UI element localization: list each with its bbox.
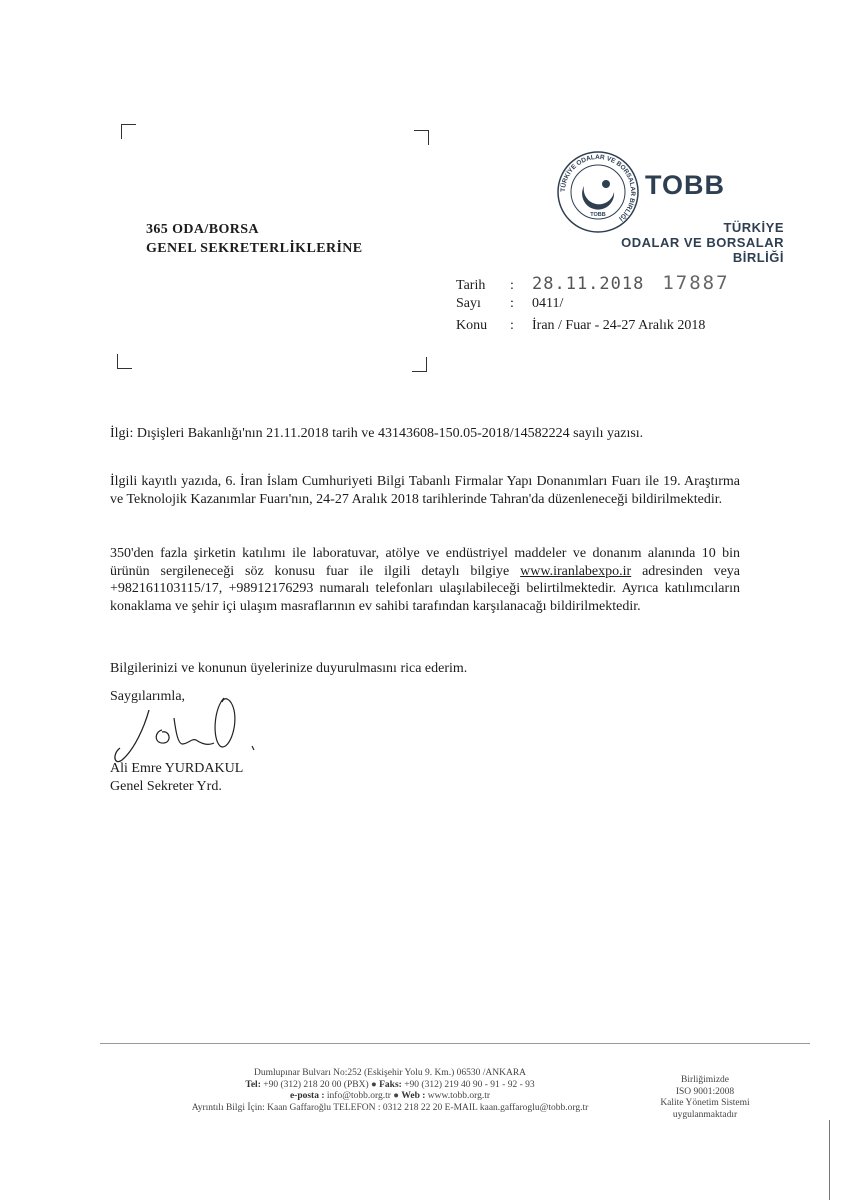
iso-certification-note: Birliğimizde ISO 9001:2008 Kalite Yönetim Sistemi uygulanmaktadır [660, 1075, 750, 1120]
corner-mark-bottom-left [117, 354, 132, 369]
ilgi-line [110, 425, 740, 443]
paragraph-2-part-a: 350'den fazla şirketin katılımı ile laboratuvar, atölye ve endüstriyel maddeler ve donanım alanında 10 bin ürünün sergileneceği söz konusu fuar ile ilgili detaylı bilgiye [110, 546, 740, 579]
footer-web[interactable]: www.tobb.org.tr [427, 1091, 491, 1101]
corner-mark-top-right [414, 130, 429, 145]
document-number-stamp: 17887 [662, 272, 730, 294]
paragraph-2 [110, 545, 740, 615]
ref-label: Sayı [456, 296, 481, 311]
subject-colon: : [510, 318, 514, 333]
signatory-name: Ali Emre YURDAKUL [110, 761, 244, 776]
footer-phone-fax: Tel: +90 (312) 218 20 00 (PBX) ● Faks: +90 (312) 219 40 90 - 91 - 92 - 93 [245, 1079, 535, 1090]
tobb-subtitle-line-3: BİRLİĞİ [732, 250, 784, 265]
paragraph-1 [110, 473, 740, 508]
corner-mark-top-left [121, 124, 136, 139]
footer-email-web: e-posta : info@tobb.org.tr ● Web : www.tobb.org.tr [289, 1091, 491, 1101]
footer-divider [100, 1043, 810, 1044]
paragraph-2-part-b: adresinden veya +982161103115/17, +98912176293 numaralı telefonları ulaşılabileceği belirtilmektedir. Ayrıca katılımcıların konaklama ve şehir içi ulaşım masraflarının ev sahibi tarafından karşılanacağı bildirilmektedir. [110, 563, 741, 614]
date-colon: : [510, 278, 514, 293]
date-label: Tarih [456, 278, 486, 293]
paragraph-2-text [110, 545, 740, 615]
subject-value: İran / Fuar - 24-27 Aralık 2018 [532, 318, 706, 333]
ilgi-text: İlgi: Dışişleri Bakanlığı'nın 21.11.2018 tarih ve 43143608-150.05-2018/14582224 sayılı yazısı. [110, 426, 644, 441]
paragraph-3-text: Bilgilerinizi ve konunun üyelerinize duyurulmasını rica ederim. [110, 661, 468, 676]
tobb-subtitle-line-1: TÜRKİYE [723, 220, 784, 235]
date-value: 28.11.2018 [532, 274, 645, 294]
footer-email[interactable]: info@tobb.org.tr [326, 1091, 391, 1101]
subject-label: Konu [456, 318, 488, 333]
logo-small-text: TOBB [590, 212, 606, 218]
meta-ref-row [456, 296, 563, 312]
ref-colon: : [510, 296, 514, 311]
tobb-subtitle-line-2: ODALAR VE BORSALAR [621, 235, 784, 250]
tobb-subtitle [600, 220, 784, 265]
footer-detail-contact: Ayrıntılı Bilgi İçin: Kaan Gaffaroğlu TELEFON : 0312 218 22 20 E-MAIL kaan.gaffaroglu@tobb.org.tr [191, 1102, 589, 1113]
meta-date-row [456, 272, 730, 294]
signatory-title: Genel Sekreter Yrd. [110, 779, 222, 794]
recipient-line-2: GENEL SEKRETERLİKLERİNE [146, 241, 363, 256]
closing-text: Saygılarımla, [110, 689, 186, 704]
recipient-line-1: 365 ODA/BORSA [146, 222, 259, 237]
recipient-block [146, 220, 363, 258]
scan-edge-line [829, 1120, 830, 1200]
footer-address: Dumlupınar Bulvarı No:252 (Eskişehir Yolu 9. Km.) 06530 /ANKARA [253, 1068, 527, 1078]
meta-subject-row [456, 318, 705, 334]
footer-contact [150, 1068, 630, 1114]
tobb-wordmark: TOBB [645, 170, 726, 200]
ref-value: 0411/ [532, 296, 564, 311]
paragraph-3 [110, 660, 740, 678]
footer-tel: +90 (312) 218 20 00 (PBX) [263, 1079, 369, 1090]
expo-website-link[interactable]: www.iranlabexpo.ir [520, 563, 632, 579]
logo-ring-text: TÜRKİYE ODALAR VE BORSALAR BİRLİĞİ [559, 153, 637, 222]
paragraph-1-text: İlgili kayıtlı yazıda, 6. İran İslam Cumhuriyeti Bilgi Tabanlı Firmalar Yapı Donanımları Fuarı ile 19. Araştırma ve Teknolojik Kazanımlar Fuarı'nın, 24-27 Aralık 2018 tarihlerinde Tahran'da düzenleneceği bildirilmektedir. [110, 474, 740, 507]
signatory-block [110, 760, 350, 796]
footer-fax: +90 (312) 219 40 90 - 91 - 92 - 93 [404, 1079, 535, 1090]
corner-mark-bottom-right [412, 357, 427, 372]
